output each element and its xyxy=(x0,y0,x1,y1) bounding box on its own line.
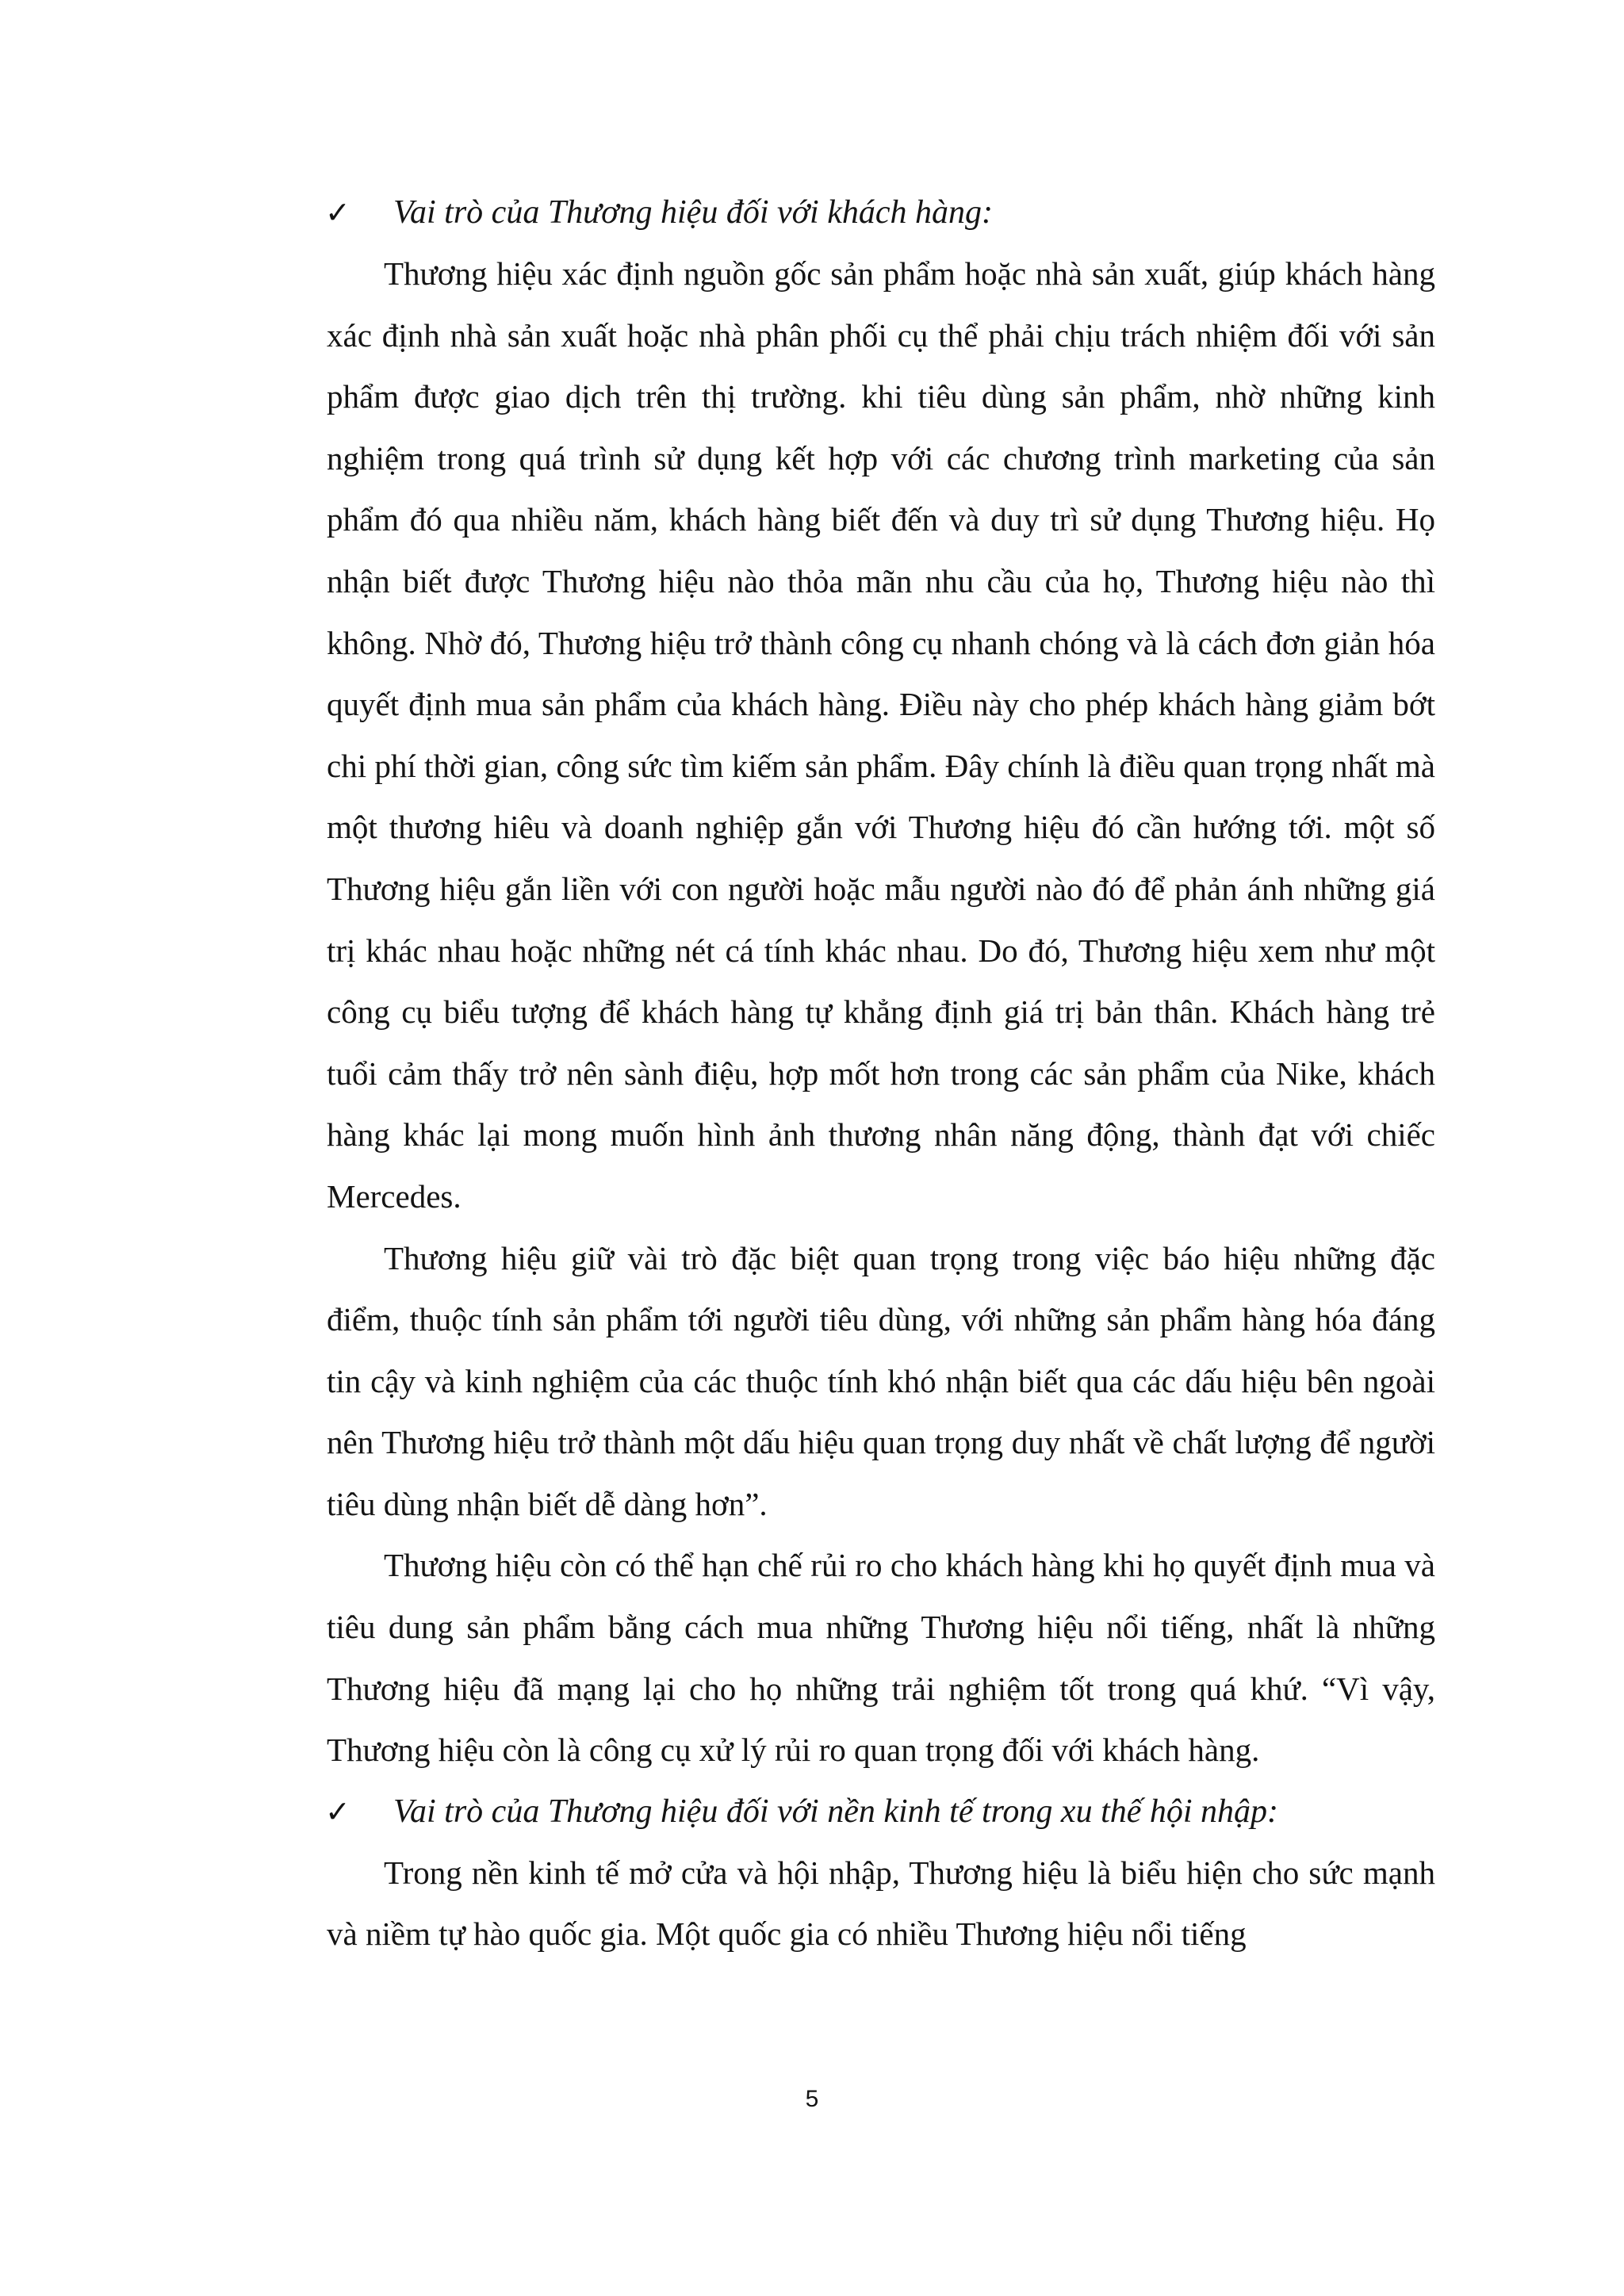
section-heading-economy-role xyxy=(327,1781,1435,1843)
section-heading-customer-role xyxy=(327,182,1435,243)
checkmark-icon: ✓ xyxy=(325,1793,350,1829)
page-content xyxy=(327,182,1435,1965)
checkmark-icon: ✓ xyxy=(325,195,350,230)
heading-text: Vai trò của Thương hiệu đối với khách hàng: xyxy=(393,194,993,231)
paragraph-brand-economy: Trong nền kinh tế mở cửa và hội nhập, Thương hiệu là biểu hiện cho sức mạnh và niềm tự hào quốc gia. Một quốc gia có nhiều Thương hiệu nổi tiếng xyxy=(327,1854,1435,1953)
heading-text: Vai trò của Thương hiệu đối với nền kinh tế trong xu thế hội nhập: xyxy=(393,1793,1279,1830)
paragraph-brand-signal: Thương hiệu giữ vài trò đặc biệt quan trọng trong việc báo hiệu những đặc điểm, thuộc tính sản phẩm tới người tiêu dùng, với những sản phẩm hàng hóa đáng tin cậy và kinh nghiệm của các thuộc tính khó nhận biết qua các dấu hiệu bên ngoài nên Thương hiệu trở thành một dấu hiệu quan trọng duy nhất về chất lượng để người tiêu dùng nhận biết dễ dàng hơn”. xyxy=(327,1239,1435,1522)
paragraph-brand-origin: Thương hiệu xác định nguồn gốc sản phẩm hoặc nhà sản xuất, giúp khách hàng xác định nhà sản xuất hoặc nhà phân phối cụ thể phải chịu trách nhiệm đối với sản phẩm được giao dịch trên thị trường. khi tiêu dùng sản phẩm, nhờ những kinh nghiệm trong quá trình sử dụng kết hợp với các chương trình marketing của sản phẩm đó qua nhiều năm, khách hàng biết đến và duy trì sử dụng Thương hiệu. Họ nhận biết được Thương hiệu nào thỏa mãn nhu cầu của họ, Thương hiệu nào thì không. Nhờ đó, Thương hiệu trở thành công cụ nhanh chóng và là cách đơn giản hóa quyết định mua sản phẩm của khách hàng. Điều này cho phép khách hàng giảm bớt chi phí thời gian, công sức tìm kiếm sản phẩm. Đây chính là điều quan trọng nhất mà một thương hiêu và doanh nghiệp gắn với Thương hiệu đó cần hướng tới. một số Thương hiệu gắn liền với con người hoặc mẫu người nào đó để phản ánh những giá trị khác nhau hoặc những nét cá tính khác nhau. Do đó, Thương hiệu xem như một công cụ biểu tượng để khách hàng tự khẳng định giá trị bản thân. Khách hàng trẻ tuổi cảm thấy trở nên sành điệu, hợp mốt hơn trong các sản phẩm của Nike, khách hàng khác lại mong muốn hình ảnh thương nhân năng động, thành đạt với chiếc Mercedes. xyxy=(327,255,1435,1215)
paragraph-brand-risk: Thương hiệu còn có thể hạn chế rủi ro cho khách hàng khi họ quyết định mua và tiêu dung sản phẩm bằng cách mua những Thương hiệu nổi tiếng, nhất là những Thương hiệu đã mạng lại cho họ những trải nghiệm tốt trong quá khứ. “Vì vậy, Thương hiệu còn là công cụ xử lý rủi ro quan trọng đối với khách hàng. xyxy=(327,1547,1435,1769)
page-number: 5 xyxy=(805,2086,819,2112)
